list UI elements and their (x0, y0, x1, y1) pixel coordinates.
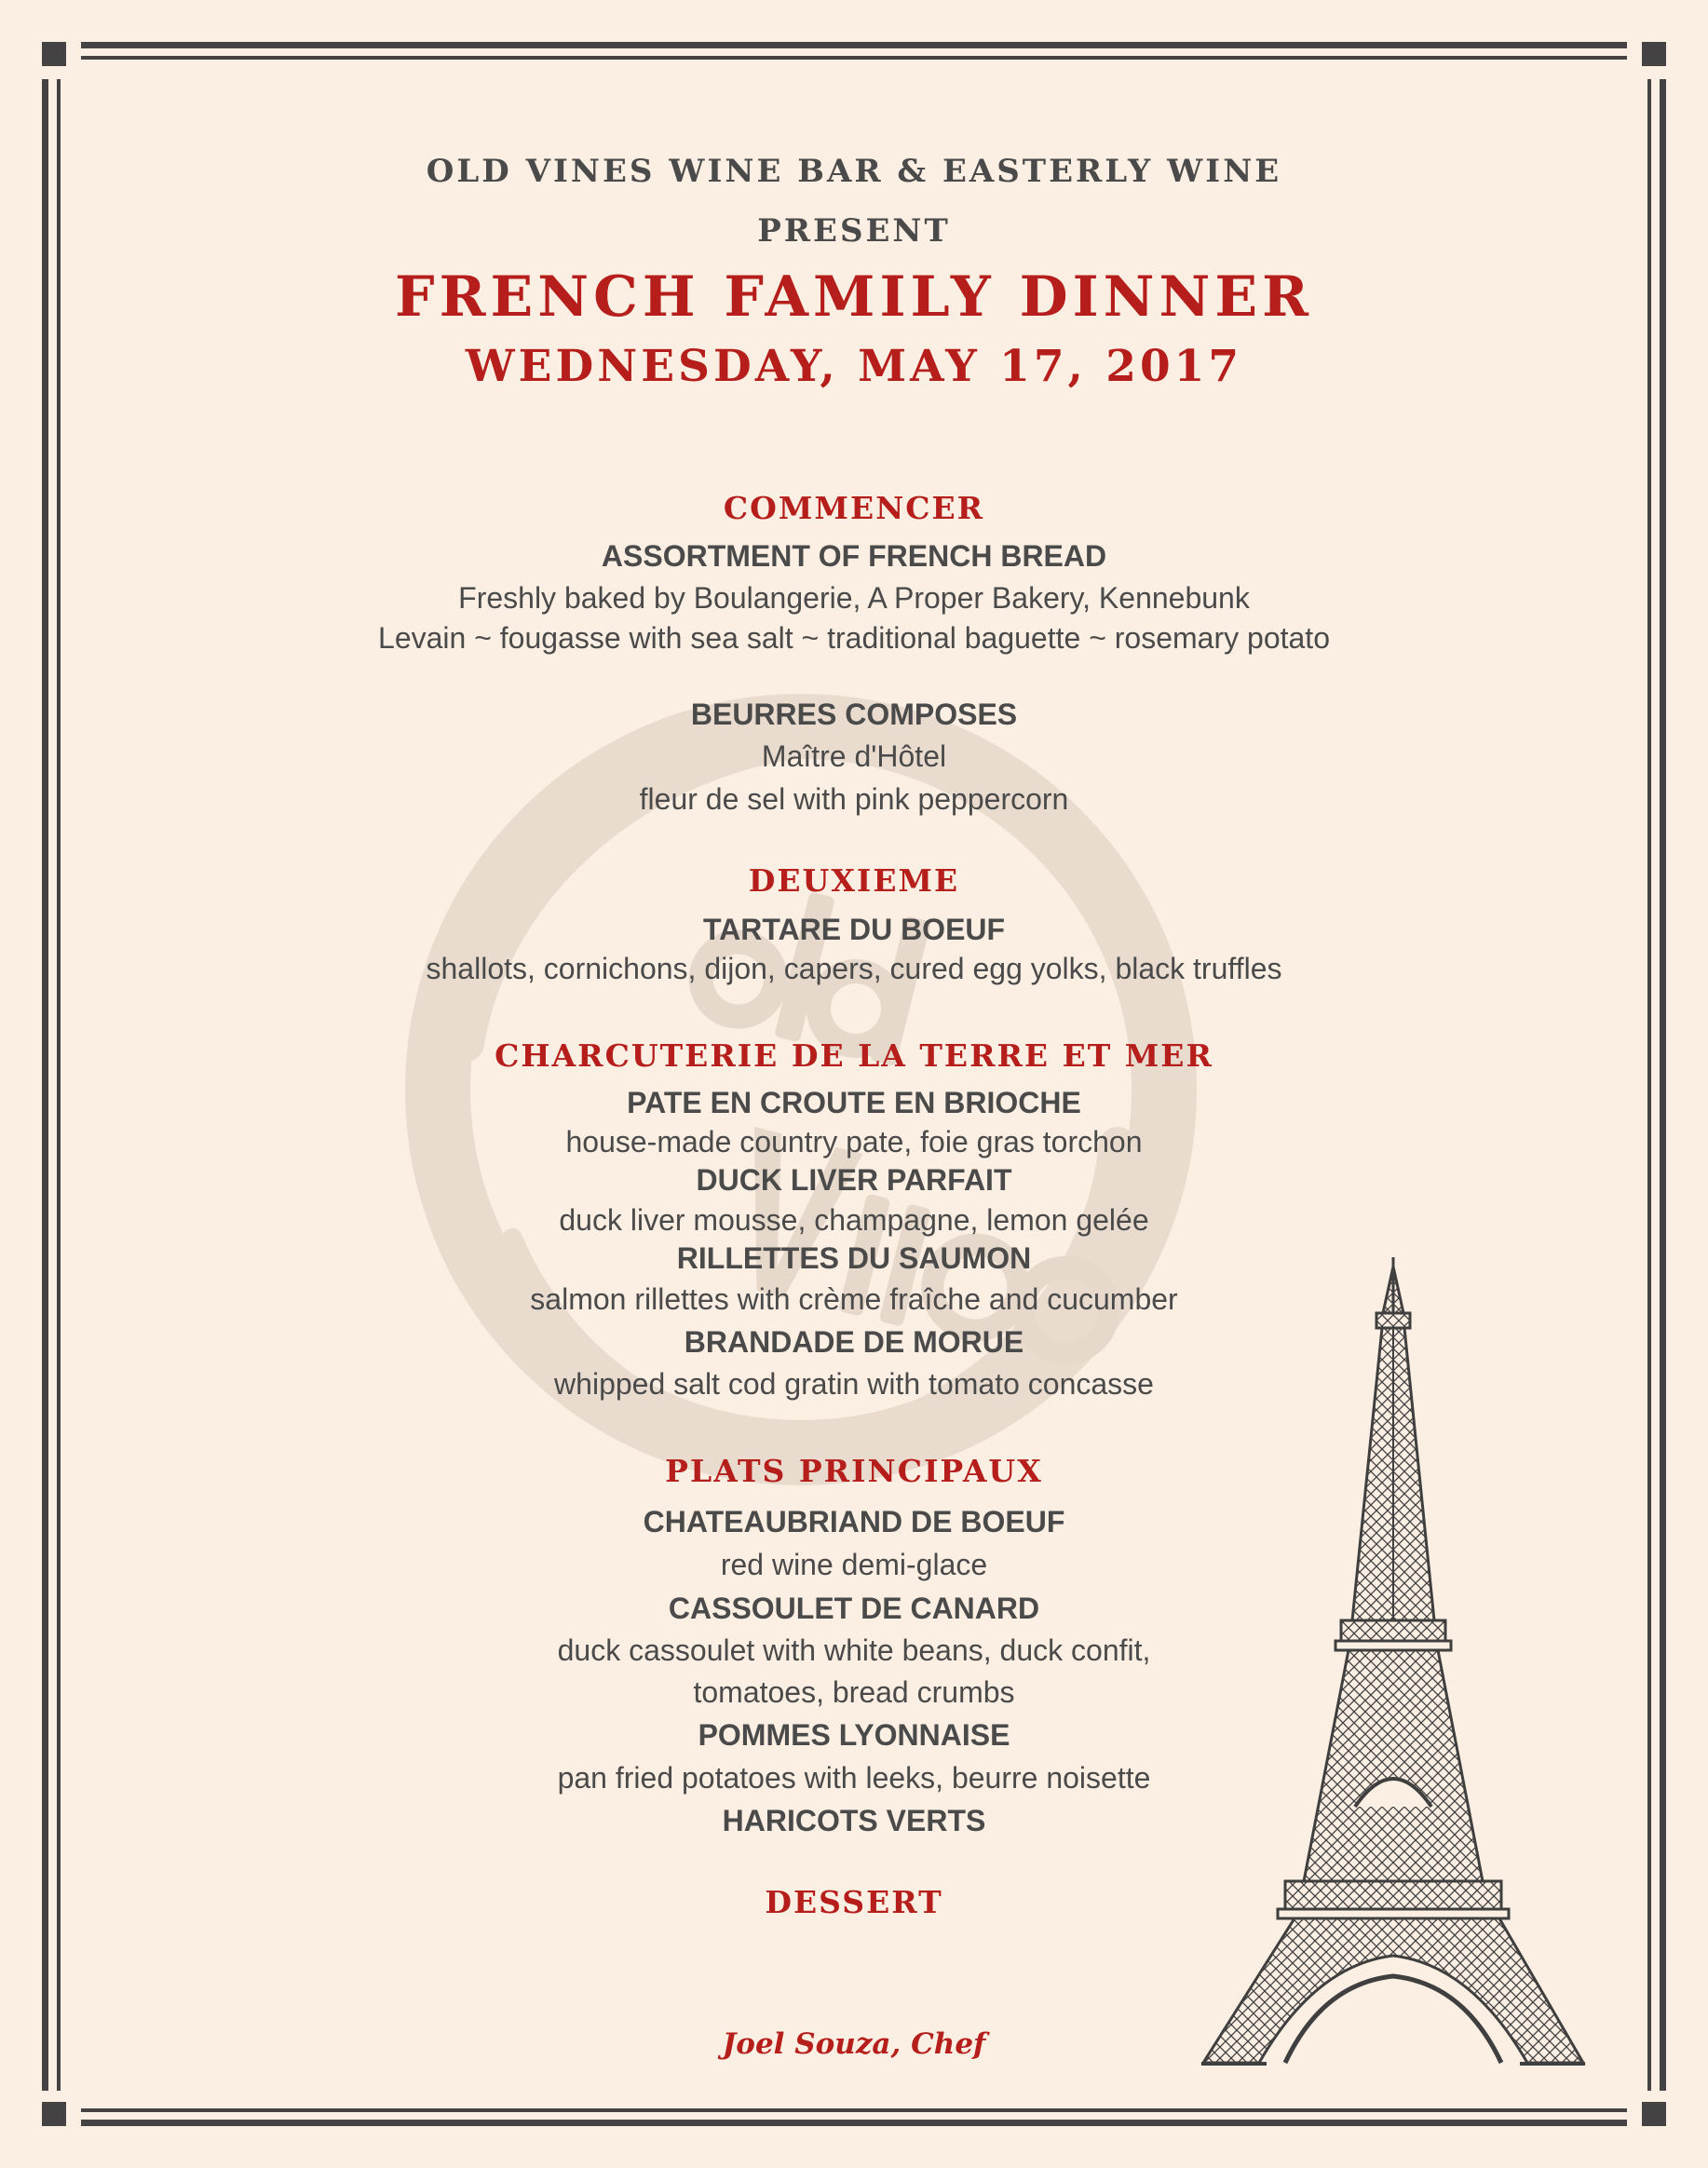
presenters-line: OLD VINES WINE BAR & EASTERLY WINE (426, 153, 1282, 190)
dish-title-duck-liver: DUCK LIVER PARFAIT (696, 1163, 1012, 1197)
border-left-outer (42, 79, 48, 2091)
dish-title-tartare: TARTARE DU BOEUF (702, 913, 1006, 946)
border-corner-bottom-left (42, 2102, 66, 2126)
section-heading-commencer: COMMENCER (723, 490, 985, 526)
border-corner-top-left (42, 42, 66, 66)
dish-title-pommes: POMMES LYONNAISE (698, 1718, 1010, 1752)
dish-title-french-bread: ASSORTMENT OF FRENCH BREAD (601, 539, 1107, 573)
dish-desc-french-bread-2: Levain ~ fougasse with sea salt ~ traditional baguette ~ rosemary potato (378, 621, 1330, 655)
dish-desc-beurres-1: Maître d'Hôtel (761, 739, 947, 773)
dish-desc-tartare: shallots, cornichons, dijon, capers, cured egg yolks, black truffles (426, 952, 1282, 985)
dish-title-beurres: BEURRES COMPOSES (690, 698, 1018, 731)
border-corner-bottom-right (1642, 2102, 1666, 2126)
dish-desc-chateaubriand: red wine demi-glace (720, 1548, 988, 1581)
dish-desc-beurres-2: fleur de sel with pink peppercorn (639, 782, 1069, 816)
dish-title-haricots: HARICOTS VERTS (722, 1804, 986, 1837)
dish-title-pate: PATE EN CROUTE EN BRIOCHE (627, 1086, 1081, 1119)
dish-title-brandade: BRANDADE DE MORUE (684, 1325, 1024, 1359)
event-title: FRENCH FAMILY DINNER (395, 264, 1313, 330)
dish-desc-pate: house-made country pate, foie gras torchon (565, 1125, 1143, 1159)
dish-desc-duck-liver: duck liver mousse, champagne, lemon gelée (559, 1203, 1149, 1237)
border-top-outer (81, 42, 1627, 48)
dish-desc-cassoulet-1: duck cassoulet with white beans, duck confit, (557, 1633, 1151, 1667)
border-right-inner (1647, 79, 1651, 2091)
present-line: PRESENT (757, 212, 951, 250)
dish-desc-rillettes: salmon rillettes with crème fraîche and cucumber (530, 1282, 1178, 1316)
border-corner-top-right (1642, 42, 1666, 66)
dish-title-cassoulet: CASSOULET DE CANARD (668, 1592, 1040, 1625)
border-left-inner (57, 79, 61, 2091)
section-heading-charcuterie: CHARCUTERIE DE LA TERRE ET MER (495, 1037, 1213, 1074)
event-date: WEDNESDAY, MAY 17, 2017 (465, 341, 1243, 392)
dish-desc-french-bread-1: Freshly baked by Boulangerie, A Proper Bakery, Kennebunk (458, 581, 1250, 615)
border-bottom-inner (81, 2108, 1627, 2112)
dish-desc-brandade: whipped salt cod gratin with tomato concasse (554, 1367, 1154, 1401)
chef-signature: Joel Souza, Chef (722, 2027, 986, 2061)
dish-title-rillettes: RILLETTES DU SAUMON (676, 1241, 1032, 1275)
dish-desc-cassoulet-2: tomatoes, bread crumbs (693, 1675, 1015, 1709)
border-bottom-outer (81, 2120, 1627, 2126)
border-right-outer (1660, 79, 1666, 2091)
border-top-inner (81, 56, 1627, 60)
section-heading-plats: PLATS PRINCIPAUX (665, 1453, 1043, 1489)
dish-desc-pommes: pan fried potatoes with leeks, beurre noisette (557, 1761, 1151, 1795)
section-heading-deuxieme: DEUXIEME (748, 862, 960, 899)
section-heading-dessert: DESSERT (765, 1884, 943, 1920)
dish-title-chateaubriand: CHATEAUBRIAND DE BOEUF (643, 1505, 1065, 1538)
